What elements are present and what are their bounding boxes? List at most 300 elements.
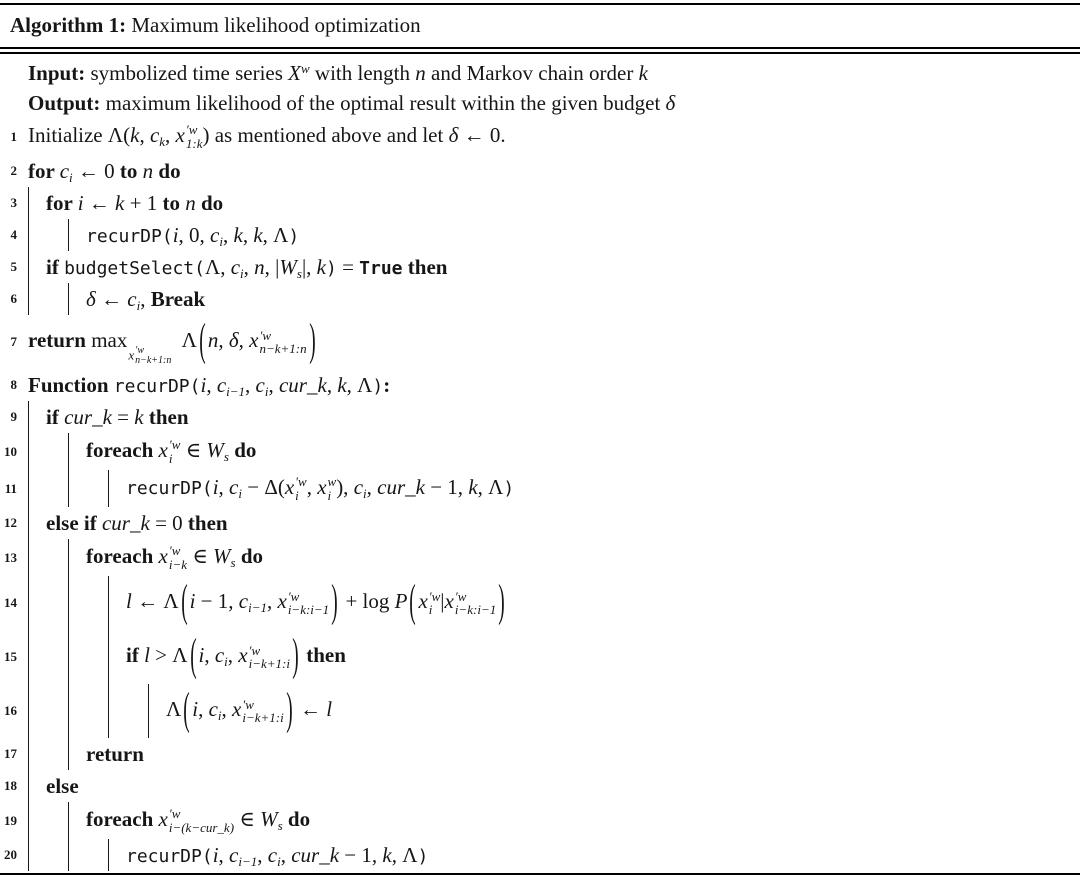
italic-math-text: n <box>185 190 196 215</box>
math-supsub-stack <box>328 475 337 502</box>
line-text <box>28 313 318 367</box>
line-body <box>28 315 1080 369</box>
roman-text: , <box>198 697 209 722</box>
roman-text: , <box>326 372 338 397</box>
line-body <box>28 738 1080 770</box>
keyword-text: else <box>46 773 79 798</box>
italic-math-text: i <box>212 842 219 867</box>
big-paren: ( <box>199 313 206 366</box>
algo-line-4 <box>0 219 1080 251</box>
algo-line-1 <box>0 118 1080 155</box>
indent-bar <box>28 684 68 738</box>
algo-line-2 <box>0 155 1080 187</box>
math-subscript: i−k:i−1 <box>454 602 497 618</box>
math-supsub-stack <box>455 590 496 617</box>
indent-bar <box>28 630 68 684</box>
roman-text: ← Λ <box>131 589 179 614</box>
roman-text: , 0, <box>178 222 211 247</box>
math-subscript: i <box>277 853 281 869</box>
math-subscript: i <box>295 487 299 503</box>
italic-math-text: P <box>394 589 408 614</box>
italic-math-text: n <box>254 254 265 279</box>
math-base: c <box>255 372 265 397</box>
italic-math-text: k <box>253 222 263 247</box>
keyword-text: then <box>187 510 228 535</box>
keyword-text: return <box>86 741 144 766</box>
math-base: x <box>158 806 168 831</box>
monospace-call-text: recurDP( <box>86 225 173 247</box>
keyword-text: return <box>28 328 92 353</box>
math-base: W <box>213 543 231 568</box>
indent-bar <box>28 507 46 539</box>
italic-math-text: k <box>337 372 347 397</box>
math-subscript: i <box>264 383 269 399</box>
roman-text: ∈ <box>234 806 261 831</box>
math-scripted-term <box>209 697 222 722</box>
line-text <box>28 373 390 398</box>
roman-text: , Λ <box>391 842 418 867</box>
line-body <box>28 802 1080 839</box>
line-text <box>86 223 299 248</box>
keyword-text: then <box>301 643 346 668</box>
roman-text: | <box>440 589 445 614</box>
big-paren: ) <box>308 313 316 366</box>
line-number: 6 <box>10 291 17 306</box>
roman-text: symbolized time series <box>90 60 289 85</box>
algo-line-8 <box>0 369 1080 401</box>
math-scripted-term <box>159 544 187 572</box>
italic-math-text: i <box>212 474 219 499</box>
math-subscript: i−k <box>168 556 187 572</box>
algo-line-20 <box>0 839 1080 871</box>
roman-text: Λ <box>176 328 197 353</box>
roman-text: ← <box>95 286 128 311</box>
algo-line-19 <box>0 802 1080 839</box>
roman-text: ← 0 <box>72 158 120 183</box>
math-subscript: i <box>428 602 433 618</box>
math-scripted-term <box>159 438 181 466</box>
math-scripted-term <box>268 843 281 868</box>
math-base: c <box>149 122 160 147</box>
roman-text: , <box>206 372 217 397</box>
algo-line-5 <box>0 251 1080 283</box>
line-number: 4 <box>10 227 17 242</box>
roman-text: ), <box>336 474 354 499</box>
math-subscript: i−k+1:i <box>248 656 290 672</box>
line-body <box>28 251 1080 283</box>
keyword-text: else if <box>46 510 102 535</box>
italic-math-text: cur_k <box>278 372 327 397</box>
roman-text: Λ, <box>204 254 231 279</box>
roman-text: − 1, <box>424 474 469 499</box>
line-text <box>46 774 79 799</box>
roman-text: = <box>336 254 360 279</box>
roman-text: , <box>223 222 234 247</box>
algorithm-caption-label: Algorithm 1: <box>10 13 127 37</box>
math-scripted-term <box>288 61 310 86</box>
keyword-text: Function <box>28 372 114 397</box>
math-scripted-term <box>249 328 306 356</box>
roman-text: , <box>218 328 229 353</box>
monospace-call-text: recurDP( <box>113 375 201 397</box>
math-base: x <box>284 474 295 499</box>
math-subscript: s <box>223 448 229 464</box>
math-base: x <box>158 543 168 568</box>
math-scripted-term <box>285 475 307 503</box>
math-subscript: i <box>136 297 141 313</box>
line-text <box>28 159 181 184</box>
line-number: 7 <box>10 334 17 349</box>
line-text <box>126 574 507 627</box>
italic-math-text: l <box>326 697 333 722</box>
math-base: x <box>277 589 287 614</box>
italic-math-text: n <box>142 158 154 183</box>
italic-math-text: k <box>316 254 326 279</box>
roman-text: with length <box>309 60 416 85</box>
italic-math-text: cur_k <box>291 842 340 867</box>
big-paren: ( <box>183 682 190 735</box>
indent-bar <box>28 770 46 802</box>
italic-math-text: n <box>207 328 219 353</box>
math-base: c <box>229 842 239 867</box>
monospace-call-text: ) <box>325 257 337 279</box>
roman-text: − Δ( <box>242 474 285 499</box>
math-scripted-term <box>217 373 245 398</box>
keyword-text: do <box>282 806 311 831</box>
math-base: c <box>353 474 364 499</box>
keyword-text: do <box>153 158 181 183</box>
indent-bar <box>28 470 68 507</box>
roman-text: + log <box>340 589 395 614</box>
math-subscript: i <box>238 485 242 501</box>
algo-line-10 <box>0 433 1080 470</box>
math-base: x <box>175 122 185 147</box>
roman-text: , Λ <box>477 474 504 499</box>
keyword-text: do <box>195 190 224 215</box>
roman-text: + 1 <box>124 190 163 215</box>
algorithm-caption-title: Maximum likelihood optimization <box>126 13 421 37</box>
line-number: 14 <box>4 595 17 610</box>
math-subscript: s <box>296 265 302 281</box>
line-number: 11 <box>4 480 17 496</box>
math-scripted-term <box>418 589 440 617</box>
roman-text: , <box>140 286 151 311</box>
algorithm-body <box>0 54 1080 871</box>
output-line <box>0 88 1080 118</box>
keyword-text: foreach <box>86 543 159 568</box>
math-base: c <box>230 254 241 279</box>
line-text <box>46 511 228 536</box>
math-base: x <box>444 589 454 614</box>
math-supsub-stack <box>186 123 203 150</box>
math-superscript: ′w <box>287 588 300 604</box>
math-subscript: i <box>168 450 173 466</box>
keyword-text: do <box>235 543 264 568</box>
line-body <box>28 219 1080 251</box>
line-number: 19 <box>4 812 17 828</box>
math-scripted-term <box>279 255 302 280</box>
algo-line-9 <box>0 401 1080 433</box>
line-number: 3 <box>10 195 17 210</box>
math-base: X <box>288 60 301 85</box>
math-base: c <box>238 589 249 614</box>
line-body <box>28 369 1080 401</box>
roman-text: , <box>218 474 230 499</box>
keyword-text: Input: <box>28 60 91 85</box>
big-paren: ( <box>409 574 417 627</box>
italic-math-text: k <box>638 60 648 85</box>
monospace-call-text: ) <box>503 477 515 499</box>
math-scripted-term <box>239 589 267 614</box>
line-body <box>28 839 1080 871</box>
indent-bar <box>28 401 46 433</box>
indent-bar <box>68 283 86 315</box>
roman-text: = 0 <box>149 510 188 535</box>
italic-math-text: i <box>198 643 205 668</box>
math-superscript: ′w <box>168 437 181 453</box>
math-scripted-term <box>260 807 283 832</box>
math-subscript: i <box>224 654 228 670</box>
big-paren: ) <box>292 628 299 681</box>
line-text <box>166 682 333 735</box>
math-scripted-term <box>159 807 235 835</box>
roman-text: − 1, <box>195 589 239 614</box>
keyword-text: Break <box>150 286 206 311</box>
math-superscript: ′w <box>242 696 254 712</box>
indent-bar <box>28 187 46 219</box>
line-body <box>28 118 1080 155</box>
roman-text: = <box>111 404 135 429</box>
italic-math-text: k <box>233 222 243 247</box>
line-number: 8 <box>10 377 17 392</box>
roman-text: , <box>266 589 278 614</box>
roman-text: , <box>139 122 150 147</box>
indent-bar <box>68 470 108 507</box>
algo-line-15 <box>0 630 1080 684</box>
roman-text: ← <box>83 190 116 215</box>
roman-text: , <box>268 372 279 397</box>
algo-line-16 <box>0 684 1080 738</box>
big-paren: ) <box>331 574 338 627</box>
math-supsub-stack <box>242 698 283 725</box>
input-line-text <box>28 61 648 86</box>
italic-math-text: l <box>126 589 132 614</box>
italic-math-text: i <box>192 697 199 722</box>
italic-math-text: n <box>415 60 426 85</box>
line-body <box>28 187 1080 219</box>
line-number: 20 <box>4 847 17 862</box>
indent-bar <box>68 684 108 738</box>
math-supsub-stack <box>288 590 329 617</box>
math-base: c <box>214 643 225 668</box>
italic-math-text: k <box>134 404 144 429</box>
roman-text: , Λ <box>346 372 373 397</box>
caption-double-rule <box>0 47 1080 54</box>
math-base: c <box>229 474 239 499</box>
math-supsub-stack <box>295 475 307 502</box>
math-base: W <box>279 254 297 279</box>
math-scripted-term <box>206 438 229 463</box>
math-superscript: ′w <box>259 327 271 343</box>
line-text <box>86 287 205 312</box>
indent-bar <box>68 802 86 839</box>
keyword-text: if <box>46 254 65 279</box>
roman-text: , Λ <box>262 222 289 247</box>
roman-text: , <box>218 842 230 867</box>
indent-bar <box>68 576 108 630</box>
math-scripted-term <box>215 643 228 668</box>
roman-text: , <box>242 222 254 247</box>
indent-bar <box>28 433 68 470</box>
roman-text: ← <box>294 697 327 722</box>
line-body <box>28 470 1080 507</box>
roman-text: max <box>91 328 128 353</box>
line-text <box>86 544 263 572</box>
math-base: x <box>317 474 327 499</box>
monospace-bold-text: True <box>359 257 403 279</box>
italic-math-text: cur_k <box>64 404 112 429</box>
math-base: c <box>127 286 137 311</box>
math-subscript: s <box>230 554 236 570</box>
math-superscript: w <box>301 60 310 76</box>
italic-math-text: cur_k <box>101 510 150 535</box>
line-number: 17 <box>4 746 17 761</box>
indent-bar <box>108 839 126 871</box>
roman-text: , <box>238 328 250 353</box>
indent-bar <box>68 219 86 251</box>
roman-text: , <box>165 122 176 147</box>
italic-math-text: k <box>468 474 478 499</box>
math-superscript: ′w <box>168 543 181 559</box>
line-number: 18 <box>4 778 17 793</box>
indent-bar <box>108 630 126 684</box>
roman-text: , <box>280 842 292 867</box>
roman-text: , <box>227 643 239 668</box>
algo-line-6 <box>0 283 1080 315</box>
math-scripted-term <box>317 475 336 503</box>
italic-math-text: i <box>172 222 179 247</box>
roman-text: , <box>221 697 233 722</box>
keyword-text: then <box>402 254 448 279</box>
math-scripted-term <box>60 159 73 184</box>
math-superscript: ′w <box>135 344 144 356</box>
math-superscript: ′w <box>295 474 307 490</box>
line-number: 9 <box>10 409 17 424</box>
math-base: c <box>59 158 70 183</box>
roman-text: > Λ <box>149 643 188 668</box>
roman-text: maximum likelihood of the optimal result within the given budget <box>105 90 666 115</box>
algo-line-13 <box>0 539 1080 576</box>
math-base: c <box>208 697 218 722</box>
math-supsub-stack <box>429 590 441 617</box>
roman-text: and Markov chain order <box>425 60 639 85</box>
line-number: 15 <box>4 649 17 664</box>
indent-bar <box>28 219 68 251</box>
roman-text: , <box>366 474 378 499</box>
math-scripted-term <box>150 123 165 148</box>
keyword-text: to <box>119 158 143 183</box>
monospace-call-text: ) <box>417 845 429 867</box>
math-scripted-term <box>213 544 236 569</box>
keyword-text: foreach <box>86 437 159 462</box>
indent-bar <box>148 684 166 738</box>
keyword-text: for <box>46 190 78 215</box>
line-text <box>86 438 256 466</box>
line-body <box>28 401 1080 433</box>
math-base: c <box>210 222 220 247</box>
indent-bar <box>28 839 68 871</box>
line-number: 16 <box>4 703 17 718</box>
math-subscript: i <box>217 708 222 724</box>
line-body <box>28 684 1080 738</box>
roman-text: ← 0. <box>458 122 506 147</box>
algo-line-14 <box>0 576 1080 630</box>
math-base: c <box>216 372 227 397</box>
big-paren: ) <box>286 682 293 735</box>
line-body <box>28 283 1080 315</box>
roman-text: , | <box>264 254 280 279</box>
math-base: x <box>249 328 259 353</box>
line-text <box>86 742 144 767</box>
indent-bar <box>68 839 108 871</box>
math-superscript: ′w <box>185 122 198 138</box>
italic-math-text: i <box>200 372 207 397</box>
algo-line-3 <box>0 187 1080 219</box>
monospace-call-text: ) <box>372 375 384 397</box>
math-subscript: i <box>363 485 367 501</box>
math-subscript: i−k+1:i <box>242 710 284 726</box>
italic-math-text: k <box>115 190 125 215</box>
italic-math-text: i <box>189 589 196 614</box>
math-scripted-term <box>277 589 329 617</box>
indent-bar <box>68 539 86 576</box>
italic-math-text: cur_k <box>377 474 425 499</box>
roman-text: ∈ <box>187 543 214 568</box>
line-number: 12 <box>4 515 17 530</box>
roman-text: , <box>245 372 256 397</box>
keyword-text: do <box>228 437 257 462</box>
math-subscript: i <box>69 169 73 185</box>
math-subscript: i <box>219 233 223 249</box>
output-line-text <box>28 91 675 116</box>
line-text <box>86 807 310 835</box>
indent-bar <box>28 576 68 630</box>
indent-bar <box>68 433 86 470</box>
line-body <box>28 576 1080 630</box>
math-scripted-term <box>176 123 203 151</box>
keyword-text: : <box>383 372 391 397</box>
math-scripted-term <box>232 697 284 725</box>
roman-text: ) as mentioned above and let <box>202 122 449 147</box>
italic-math-text: δ <box>86 286 96 311</box>
roman-text: − 1, <box>339 842 383 867</box>
italic-math-text: i <box>77 190 84 215</box>
algorithm-caption <box>0 5 1080 47</box>
keyword-text: foreach <box>86 806 159 831</box>
line-text <box>28 123 506 151</box>
math-base: x <box>238 643 248 668</box>
indent-bar <box>28 539 68 576</box>
italic-math-text: δ <box>665 90 676 115</box>
math-subscript: i−(k−cur_k) <box>168 819 235 835</box>
math-scripted-term <box>445 589 497 617</box>
line-body <box>28 630 1080 684</box>
math-supsub-stack <box>169 438 181 465</box>
line-text <box>126 475 514 503</box>
math-supsub-stack <box>169 544 187 571</box>
keyword-text: if <box>126 643 145 668</box>
math-subscript: i−1 <box>248 600 267 616</box>
